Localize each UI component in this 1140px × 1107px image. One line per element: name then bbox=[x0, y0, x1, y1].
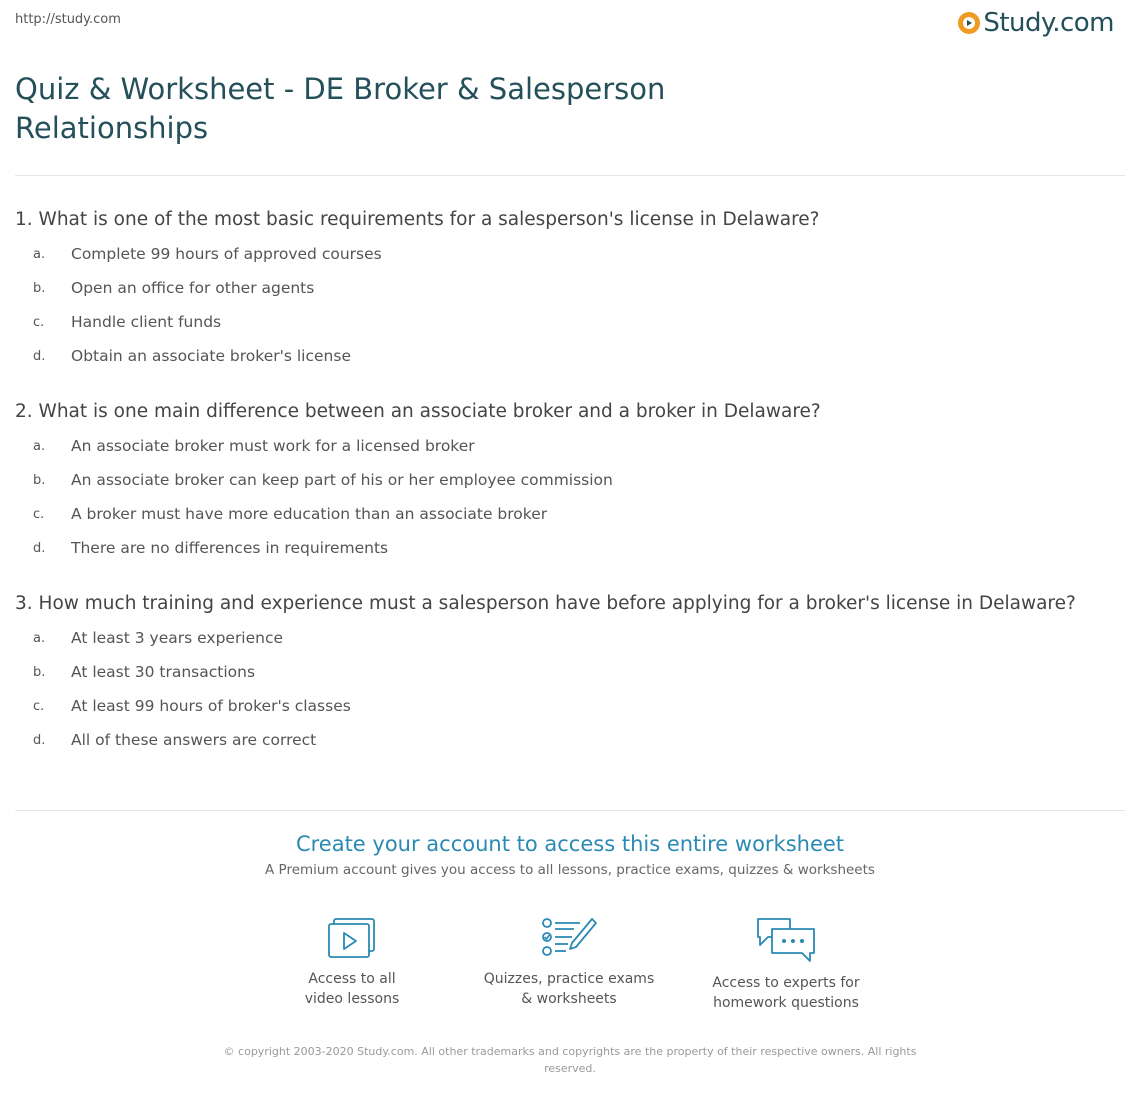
quiz-checklist-icon bbox=[540, 915, 598, 961]
question-text: 3. How much training and experience must a salesperson have before applying for a broker's license in Delaware? bbox=[15, 593, 1076, 614]
video-lesson-icon bbox=[326, 915, 378, 961]
answer-letter: a. bbox=[33, 438, 46, 454]
feature-label-line: Quizzes, practice exams bbox=[483, 971, 655, 987]
create-account-link[interactable]: Create your account to access this entire worksheet bbox=[295, 832, 845, 856]
answer-option[interactable] bbox=[15, 655, 1122, 689]
question-3 bbox=[15, 590, 1122, 757]
feature-experts bbox=[686, 915, 886, 1013]
promo-subtitle: A Premium account gives you access to all lessons, practice exams, quizzes & worksheets bbox=[265, 862, 875, 878]
answer-option[interactable] bbox=[15, 689, 1122, 723]
feature-label-line: Access to experts for bbox=[712, 975, 860, 991]
answer-text: Open an office for other agents bbox=[71, 279, 315, 297]
answer-letter: c. bbox=[33, 698, 45, 714]
answer-letter: d. bbox=[33, 732, 46, 748]
answer-text: A broker must have more education than an associate broker bbox=[71, 505, 548, 523]
site-url: http://study.com bbox=[15, 12, 121, 27]
question-1 bbox=[15, 206, 1122, 373]
copyright bbox=[0, 1043, 1140, 1077]
play-logo-icon bbox=[958, 12, 980, 34]
copyright-line: reserved. bbox=[544, 1062, 596, 1075]
answer-text: There are no differences in requirements bbox=[71, 539, 389, 557]
answer-text: Handle client funds bbox=[71, 313, 222, 331]
answer-text: An associate broker must work for a licensed broker bbox=[71, 437, 475, 455]
answer-letter: b. bbox=[33, 280, 46, 296]
answer-text: Obtain an associate broker's license bbox=[71, 347, 351, 365]
copyright-line: © copyright 2003-2020 Study.com. All other trademarks and copyrights are the property of their respective owners. All rights bbox=[223, 1045, 917, 1058]
study-logo[interactable] bbox=[958, 8, 1114, 38]
answer-letter: a. bbox=[33, 246, 46, 262]
answer-list bbox=[15, 429, 1122, 565]
answer-list bbox=[15, 237, 1122, 373]
answer-text: At least 3 years experience bbox=[71, 629, 284, 647]
answer-letter: c. bbox=[33, 314, 45, 330]
answer-letter: d. bbox=[33, 540, 46, 556]
logo-text: Study.com bbox=[983, 8, 1114, 38]
answer-text: At least 99 hours of broker's classes bbox=[71, 697, 351, 715]
answer-letter: b. bbox=[33, 472, 46, 488]
feature-quizzes bbox=[469, 915, 669, 1009]
answer-option[interactable] bbox=[15, 271, 1122, 305]
feature-label-line: video lessons bbox=[304, 991, 400, 1007]
answer-option[interactable] bbox=[15, 429, 1122, 463]
feature-label bbox=[252, 969, 452, 1009]
question-text: 2. What is one main difference between an associate broker and a broker in Delaware? bbox=[15, 401, 821, 422]
divider-bottom bbox=[15, 810, 1125, 811]
feature-label-line: & worksheets bbox=[521, 991, 617, 1007]
answer-option[interactable] bbox=[15, 723, 1122, 757]
answer-text: An associate broker can keep part of his or her employee commission bbox=[71, 471, 613, 489]
feature-video-lessons bbox=[252, 915, 452, 1009]
answer-text: All of these answers are correct bbox=[71, 731, 317, 749]
answer-option[interactable] bbox=[15, 305, 1122, 339]
divider-top bbox=[15, 175, 1125, 176]
answer-option[interactable] bbox=[15, 621, 1122, 655]
answer-letter: c. bbox=[33, 506, 45, 522]
answer-option[interactable] bbox=[15, 531, 1122, 565]
feature-label bbox=[469, 969, 669, 1009]
answer-letter: a. bbox=[33, 630, 46, 646]
feature-label bbox=[686, 973, 886, 1013]
answer-option[interactable] bbox=[15, 237, 1122, 271]
page-title: Quiz & Worksheet - DE Broker & Salesperson Relationships bbox=[15, 72, 666, 145]
answer-text: At least 30 transactions bbox=[71, 663, 256, 681]
feature-label-line: Access to all bbox=[308, 971, 396, 987]
chat-bubbles-icon bbox=[754, 915, 818, 965]
answer-text: Complete 99 hours of approved courses bbox=[71, 245, 382, 263]
question-text: 1. What is one of the most basic requirements for a salesperson's license in Delaware? bbox=[15, 209, 820, 230]
answer-option[interactable] bbox=[15, 339, 1122, 373]
answer-list bbox=[15, 621, 1122, 757]
question-2 bbox=[15, 398, 1122, 565]
answer-option[interactable] bbox=[15, 463, 1122, 497]
answer-option[interactable] bbox=[15, 497, 1122, 531]
answer-letter: b. bbox=[33, 664, 46, 680]
answer-letter: d. bbox=[33, 348, 46, 364]
feature-label-line: homework questions bbox=[713, 995, 859, 1011]
